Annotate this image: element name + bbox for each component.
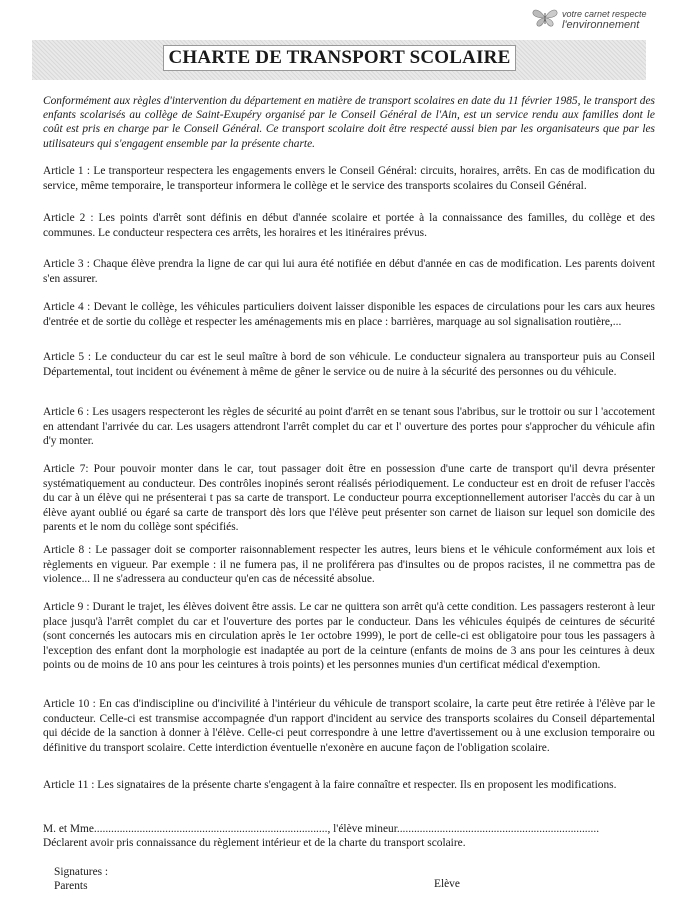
butterfly-icon — [532, 8, 558, 28]
article-7: Article 7: Pour pouvoir monter dans le car, tout passager doit être en possession d'une carte de transport qu'il devra présenter systématiquement au conducteur. Des contrôles inopinés seront réalisés périodiquement. Le conducteur est en droit de refuser l'accès du car à un élève qui ne présenterai t pas sa carte de transport. Le conducteur pourra exceptionnellement autoriser l'accès du car à un élève ayant oublié ou égaré sa carte de transport dès lors que l'élève peut présenter son carnet de liaison sur lequel son domicile des parents et le nom du collège sont spécifiés. — [43, 463, 658, 534]
article-6: Article 6 : Les usagers respecteront les règles de sécurité au point d'arrêt en se tenant sous l'abribus, sur le trottoir ou sur l 'accotement en attendant l'arrivée du car. Les usagers attendront l'arrêt complet du car et l' ouverture des portes pour s'approcher du véhicule afin d'y monter. — [43, 406, 658, 448]
eco-badge — [532, 6, 682, 34]
page-title: CHARTE DE TRANSPORT SCOLAIRE — [163, 45, 516, 71]
article-9: Article 9 : Durant le trajet, les élèves doivent être assis. Le car ne quittera son arrêt qu'à cette condition. Les passagers resteront à leur place jusqu'à l'arrêt complet du car et l'ouverture des portes par le conducteur. Dans les véhicules équipés de ceintures de sécurité (sont concernés les autocars mis en circulation après le 1er octobre 1999), le port de celle-ci est obligatoire pour tous les passagers à l'exception des enfant dont la morphologie est inadaptée au port de la ceinture (enfants de moins de 3 ans pour les ceintures à deux points ou de moins de 10 ans pour les ceintures à trois points) et les personnes munies d'un certificat médical d'exemption. — [43, 601, 658, 672]
eco-badge-line2: l'environnement — [562, 19, 640, 31]
parent-student-fill-line: M. et Mme.................................................................................., l'élève mineur....................................................................... — [43, 823, 600, 835]
declaration-text: Déclarent avoir pris connaissance du règlement intérieur et de la charte du transport scolaire. — [43, 837, 466, 849]
signatures-label: Signatures : — [54, 866, 109, 878]
article-2: Article 2 : Les points d'arrêt sont définis en début d'année scolaire et portée à la connaissance des familles, du collège et des communes. Le conducteur respectera ces arrêts, les horaires et les itinéraires prévus. — [43, 212, 658, 239]
parents-signature-label: Parents — [54, 880, 88, 892]
article-3: Article 3 : Chaque élève prendra la ligne de car qui lui aura été notifiée en début d'année en cas de modification. Les parents doivent s'en assurer. — [43, 258, 658, 285]
intro-paragraph: Conformément aux règles d'intervention du département en matière de transport scolaires en date du 11 février 1985, le transport des enfants scolarisés au collège de Saint-Exupéry organisé par le Conseil Général de l'Ain, est un service rendu aux familles dont le coût est pris en charge par le Conseil Général. Ce transport scolaire doit être respecté aussi bien par les organisateurs que par les utilisateurs qui s'engagent ensemble par la présente charte. — [43, 95, 655, 150]
article-11: Article 11 : Les signataires de la présente charte s'engagent à la faire connaître et respecter. Ils en proposent les modifications. — [43, 779, 617, 791]
eco-badge-line1: votre carnet respecte — [562, 9, 647, 19]
eleve-signature-label: Elève — [434, 878, 460, 890]
article-8: Article 8 : Le passager doit se comporter raisonnablement respecter les autres, leurs biens et le véhicule conformément aux lois et règlements en vigueur. Par exemple : il ne fumera pas, il ne proliférera pas d'insultes ou de propos racistes, il ne commettra pas de violence... Il ne s'adressera au conducteur qu'en cas de nécessité absolue. — [43, 544, 658, 586]
article-5: Article 5 : Le conducteur du car est le seul maître à bord de son véhicule. Le conducteur signalera au transporteur puis au Conseil Départemental, tout incident ou événement à même de gêner le service ou de nuire à la sécurité des personnes ou du véhicule. — [43, 351, 658, 378]
article-1: Article 1 : Le transporteur respectera les engagements envers le Conseil Général: circuits, horaires, arrêts. En cas de modification du service, même temporaire, le transporteur informera le collège et le service des transports scolaires du Conseil Général. — [43, 165, 658, 192]
article-10: Article 10 : En cas d'indiscipline ou d'incivilité à l'intérieur du véhicule de transport scolaire, la carte peut être retirée à l'élève par le conducteur. Celle-ci est transmise accompagnée d'un rapport d'incident au service des transports scolaires du Conseil départemental qui décide de la sanction à donner à l'élève. Celle-ci peut correspondre à une lettre d'avertissement ou à une exclusion temporaire ou définitive du transport scolaire. Cette interdiction éventuelle n'exonère en aucune façon de l'obligation scolaire. — [43, 698, 658, 754]
article-4: Article 4 : Devant le collège, les véhicules particuliers doivent laisser disponible les espaces de circulations pour les cars aux heures d'entrée et de sortie du collège et respecter les aménagements mis en place : barrières, marquage au sol signalisation routière,... — [43, 301, 658, 328]
